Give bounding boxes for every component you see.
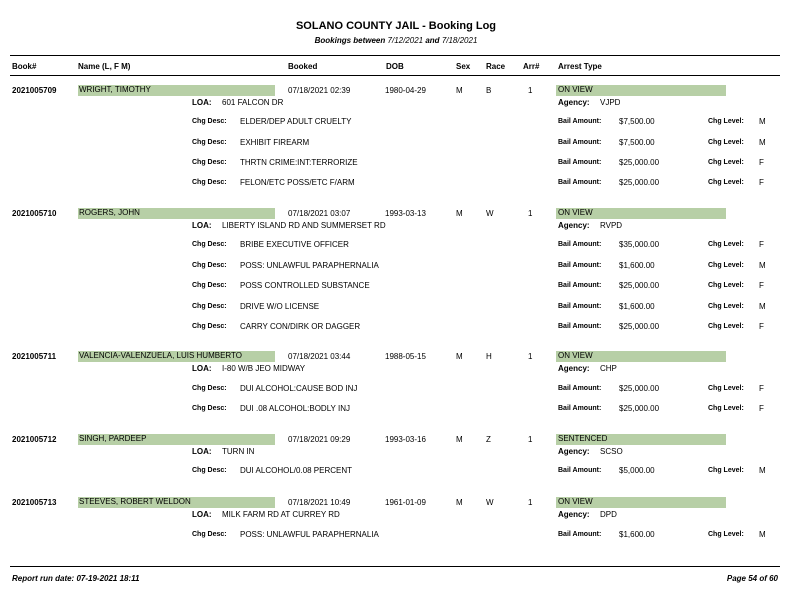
charge-row: [0, 302, 792, 312]
booking-row: [0, 498, 792, 508]
footer-rule: [10, 566, 780, 567]
arrest-type: ON VIEW: [558, 351, 593, 360]
bail-amount-value: $5,000.00: [619, 466, 655, 475]
header-top-rule: [10, 55, 780, 56]
charge-row: [0, 117, 792, 127]
col-header-sex: Sex: [456, 62, 471, 71]
booked-datetime: 07/18/2021 03:44: [288, 352, 351, 361]
dob: 1993-03-13: [385, 209, 426, 218]
chg-desc-value: FELON/ETC POSS/ETC F/ARM: [240, 178, 355, 187]
charge-row: [0, 466, 792, 476]
agency-value: DPD: [600, 510, 617, 519]
loa-row: [0, 510, 792, 520]
race: H: [486, 352, 492, 361]
chg-level-label: Chg Level:: [708, 385, 744, 392]
chg-level-value: F: [759, 158, 764, 167]
chg-level-value: F: [759, 404, 764, 413]
loa-value: TURN IN: [222, 447, 255, 456]
book-number: 2021005709: [12, 86, 57, 95]
arrest-type: ON VIEW: [558, 497, 593, 506]
chg-level-value: M: [759, 138, 766, 147]
chg-level-label: Chg Level:: [708, 241, 744, 248]
charge-row: [0, 158, 792, 168]
report-run-date: Report run date: 07-19-2021 18:11: [12, 574, 140, 583]
bail-amount-label: Bail Amount:: [558, 262, 602, 269]
loa-label: LOA:: [192, 98, 212, 107]
booking-row: [0, 435, 792, 445]
chg-desc-label: Chg Desc:: [192, 385, 227, 392]
charge-row: [0, 178, 792, 188]
sex: M: [456, 498, 463, 507]
chg-level-label: Chg Level:: [708, 467, 744, 474]
booking-row: [0, 209, 792, 219]
arrest-type-highlight: [556, 434, 726, 445]
agency-label: Agency:: [558, 98, 590, 107]
booking-row: [0, 352, 792, 362]
inmate-name: WRIGHT, TIMOTHY: [79, 85, 151, 94]
inmate-name: STEEVES, ROBERT WELDON: [79, 497, 191, 506]
sex: M: [456, 435, 463, 444]
bail-amount-label: Bail Amount:: [558, 118, 602, 125]
charge-row: [0, 384, 792, 394]
dob: 1980-04-29: [385, 86, 426, 95]
bail-amount-label: Bail Amount:: [558, 323, 602, 330]
chg-level-label: Chg Level:: [708, 179, 744, 186]
bail-amount-label: Bail Amount:: [558, 303, 602, 310]
chg-level-label: Chg Level:: [708, 159, 744, 166]
chg-level-value: M: [759, 261, 766, 270]
bail-amount-value: $1,600.00: [619, 261, 655, 270]
bail-amount-label: Bail Amount:: [558, 139, 602, 146]
chg-level-label: Chg Level:: [708, 531, 744, 538]
loa-row: [0, 98, 792, 108]
bail-amount-value: $25,000.00: [619, 281, 660, 290]
chg-level-label: Chg Level:: [708, 303, 744, 310]
chg-desc-label: Chg Desc:: [192, 159, 227, 166]
bail-amount-value: $25,000.00: [619, 158, 660, 167]
chg-level-value: F: [759, 240, 764, 249]
loa-value: MILK FARM RD AT CURREY RD: [222, 510, 340, 519]
chg-level-label: Chg Level:: [708, 139, 744, 146]
arrest-count: 1: [528, 86, 533, 95]
chg-desc-value: DUI ALCOHOL:CAUSE BOD INJ: [240, 384, 358, 393]
col-header-arr: Arr#: [523, 62, 540, 71]
inmate-name: VALENCIA-VALENZUELA, LUIS HUMBERTO: [79, 351, 243, 360]
bail-amount-label: Bail Amount:: [558, 241, 602, 248]
charge-row: [0, 240, 792, 250]
col-header-arrest-type: Arrest Type: [558, 62, 602, 71]
arrest-count: 1: [528, 352, 533, 361]
arrest-count: 1: [528, 498, 533, 507]
arrest-count: 1: [528, 209, 533, 218]
arrest-type-highlight: [556, 85, 726, 96]
chg-level-value: M: [759, 302, 766, 311]
bail-amount-value: $1,600.00: [619, 530, 655, 539]
charge-row: [0, 281, 792, 291]
charge-row: [0, 138, 792, 148]
dob: 1988-05-15: [385, 352, 426, 361]
race: W: [486, 209, 494, 218]
inmate-name-highlight: [78, 351, 275, 362]
chg-desc-label: Chg Desc:: [192, 262, 227, 269]
booked-datetime: 07/18/2021 02:39: [288, 86, 351, 95]
chg-desc-label: Chg Desc:: [192, 467, 227, 474]
inmate-name-highlight: [78, 497, 275, 508]
chg-level-value: M: [759, 466, 766, 475]
chg-desc-value: POSS CONTROLLED SUBSTANCE: [240, 281, 370, 290]
loa-value: 601 FALCON DR: [222, 98, 284, 107]
bail-amount-label: Bail Amount:: [558, 385, 602, 392]
arrest-type-highlight: [556, 208, 726, 219]
col-header-book: Book#: [12, 62, 37, 71]
chg-level-label: Chg Level:: [708, 262, 744, 269]
booking-row: [0, 86, 792, 96]
chg-level-label: Chg Level:: [708, 282, 744, 289]
bail-amount-label: Bail Amount:: [558, 159, 602, 166]
end-date: 7/18/2021: [441, 36, 478, 45]
chg-desc-label: Chg Desc:: [192, 179, 227, 186]
agency-label: Agency:: [558, 221, 590, 230]
arrest-type-highlight: [556, 351, 726, 362]
booked-datetime: 07/18/2021 03:07: [288, 209, 351, 218]
agency-label: Agency:: [558, 510, 590, 519]
loa-label: LOA:: [192, 447, 212, 456]
inmate-name: ROGERS, JOHN: [79, 208, 140, 217]
loa-value: I-80 W/B JEO MIDWAY: [222, 364, 306, 373]
charge-row: [0, 261, 792, 271]
subtitle-prefix: Bookings between: [314, 36, 386, 45]
chg-desc-label: Chg Desc:: [192, 241, 227, 248]
bail-amount-value: $7,500.00: [619, 138, 655, 147]
chg-desc-label: Chg Desc:: [192, 323, 227, 330]
loa-row: [0, 221, 792, 231]
bail-amount-label: Bail Amount:: [558, 282, 602, 289]
chg-desc-label: Chg Desc:: [192, 303, 227, 310]
agency-label: Agency:: [558, 364, 590, 373]
col-header-booked: Booked: [288, 62, 318, 71]
agency-value: VJPD: [600, 98, 621, 107]
bail-amount-label: Bail Amount:: [558, 531, 602, 538]
subtitle-and: and: [425, 36, 440, 45]
sex: M: [456, 352, 463, 361]
agency-value: RVPD: [600, 221, 623, 230]
chg-desc-label: Chg Desc:: [192, 118, 227, 125]
book-number: 2021005711: [12, 352, 57, 361]
sex: M: [456, 86, 463, 95]
chg-level-value: F: [759, 384, 764, 393]
chg-level-value: F: [759, 322, 764, 331]
chg-desc-value: ELDER/DEP ADULT CRUELTY: [240, 117, 352, 126]
chg-desc-label: Chg Desc:: [192, 282, 227, 289]
chg-desc-label: Chg Desc:: [192, 139, 227, 146]
chg-desc-label: Chg Desc:: [192, 405, 227, 412]
chg-level-value: M: [759, 117, 766, 126]
page-number: Page 54 of 60: [726, 574, 778, 583]
inmate-name-highlight: [78, 434, 275, 445]
agency-value: CHP: [600, 364, 617, 373]
bail-amount-value: $25,000.00: [619, 178, 660, 187]
chg-level-label: Chg Level:: [708, 118, 744, 125]
chg-desc-label: Chg Desc:: [192, 531, 227, 538]
loa-label: LOA:: [192, 221, 212, 230]
start-date: 7/12/2021: [387, 36, 424, 45]
loa-value: LIBERTY ISLAND RD AND SUMMERSET RD: [222, 221, 386, 230]
chg-level-label: Chg Level:: [708, 405, 744, 412]
col-header-race: Race: [486, 62, 506, 71]
bail-amount-value: $25,000.00: [619, 404, 660, 413]
loa-row: [0, 364, 792, 374]
bail-amount-value: $7,500.00: [619, 117, 655, 126]
col-header-name: Name (L, F M): [78, 62, 131, 71]
book-number: 2021005713: [12, 498, 57, 507]
loa-row: [0, 447, 792, 457]
inmate-name-highlight: [78, 208, 275, 219]
chg-level-label: Chg Level:: [708, 323, 744, 330]
chg-desc-value: POSS: UNLAWFUL PARAPHERNALIA: [240, 530, 379, 539]
report-title: SOLANO COUNTY JAIL - Booking Log: [295, 20, 497, 32]
chg-desc-value: DUI .08 ALCOHOL:BODLY INJ: [240, 404, 350, 413]
bail-amount-label: Bail Amount:: [558, 467, 602, 474]
bail-amount-value: $25,000.00: [619, 384, 660, 393]
race: Z: [486, 435, 491, 444]
report-subtitle: [0, 36, 792, 45]
chg-desc-value: DRIVE W/O LICENSE: [240, 302, 320, 311]
race: B: [486, 86, 492, 95]
chg-level-value: M: [759, 530, 766, 539]
chg-desc-value: EXHIBIT FIREARM: [240, 138, 310, 147]
arrest-type-highlight: [556, 497, 726, 508]
loa-label: LOA:: [192, 510, 212, 519]
race: W: [486, 498, 494, 507]
inmate-name-highlight: [78, 85, 275, 96]
sex: M: [456, 209, 463, 218]
inmate-name: SINGH, PARDEEP: [79, 434, 147, 443]
bail-amount-value: $1,600.00: [619, 302, 655, 311]
book-number: 2021005712: [12, 435, 57, 444]
booked-datetime: 07/18/2021 09:29: [288, 435, 351, 444]
col-header-dob: DOB: [386, 62, 404, 71]
bail-amount-value: $25,000.00: [619, 322, 660, 331]
dob: 1993-03-16: [385, 435, 426, 444]
chg-level-value: F: [759, 281, 764, 290]
book-number: 2021005710: [12, 209, 57, 218]
bail-amount-value: $35,000.00: [619, 240, 660, 249]
agency-label: Agency:: [558, 447, 590, 456]
bail-amount-label: Bail Amount:: [558, 405, 602, 412]
header-bottom-rule: [10, 75, 780, 76]
chg-desc-value: POSS: UNLAWFUL PARAPHERNALIA: [240, 261, 379, 270]
arrest-type: ON VIEW: [558, 85, 593, 94]
chg-desc-value: THRTN CRIME:INT:TERRORIZE: [240, 158, 358, 167]
agency-value: SCSO: [600, 447, 623, 456]
arrest-type: ON VIEW: [558, 208, 593, 217]
charge-row: [0, 322, 792, 332]
chg-desc-value: DUI ALCOHOL/0.08 PERCENT: [240, 466, 353, 475]
dob: 1961-01-09: [385, 498, 426, 507]
chg-desc-value: BRIBE EXECUTIVE OFFICER: [240, 240, 349, 249]
arrest-count: 1: [528, 435, 533, 444]
booked-datetime: 07/18/2021 10:49: [288, 498, 351, 507]
charge-row: [0, 404, 792, 414]
arrest-type: SENTENCED: [558, 434, 608, 443]
charge-row: [0, 530, 792, 540]
chg-desc-value: CARRY CON/DIRK OR DAGGER: [240, 322, 361, 331]
chg-level-value: F: [759, 178, 764, 187]
loa-label: LOA:: [192, 364, 212, 373]
bail-amount-label: Bail Amount:: [558, 179, 602, 186]
